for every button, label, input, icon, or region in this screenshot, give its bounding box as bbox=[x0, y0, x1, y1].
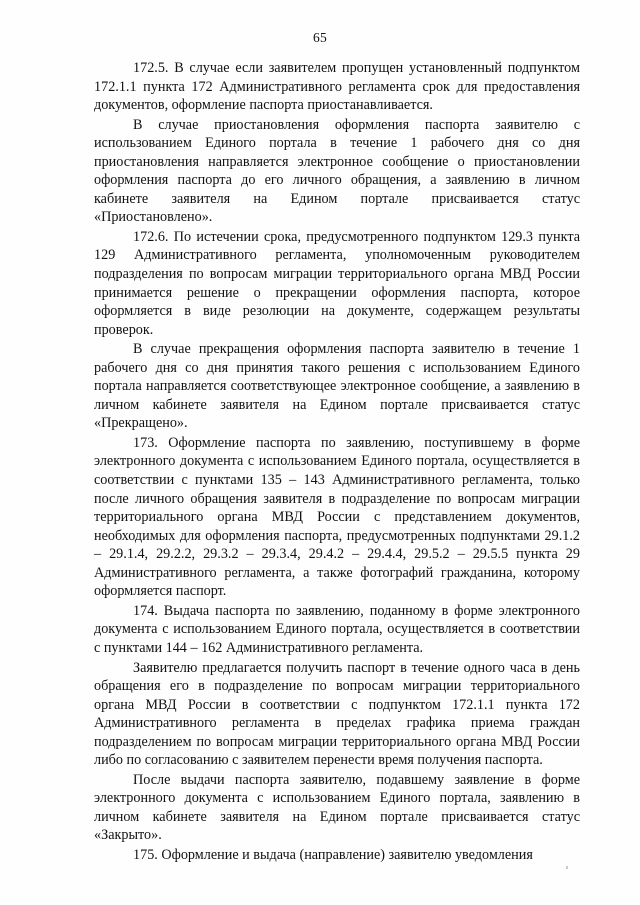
paragraph-termination-notice: В случае прекращения оформления паспорта заявителю в течение 1 рабочего дня со дня принятия такого решения с использованием Единого портала направляется соответствующее электронное сообщение, а заявлению в личном кабинете заявителя на Едином портале присваивается статус «Прекращено». bbox=[94, 341, 580, 432]
paragraph-suspension-notice: В случае приостановления оформления паспорта заявителю с использованием Единого портала в течение 1 рабочего дня со дня приостановления направляется электронное сообщение о приостановлении оформления паспорта до его личного обращения, а заявлению в личном кабинете заявителя на Едином портале присваивается статус «Приостановлено». bbox=[94, 116, 580, 226]
scan-speck bbox=[566, 866, 568, 869]
paragraph-174: 174. Выдача паспорта по заявлению, поданному в форме электронного документа с использованием Единого портала, осуществляется в соответствии с пунктами 144 – 162 Административного регламента. bbox=[94, 602, 580, 656]
paragraph-173: 173. Оформление паспорта по заявлению, поступившему в форме электронного документа с использованием Единого портала, осуществляется в соответствии с пунктами 135 – 143 Административного регламента, только после личного обращения заявителя в подразделение по вопросам миграции территориального органа МВД России с представлением документов, необходимых для оформления паспорта, предусмотренных подпунктами 29.1.2 – 29.1.4, 29.2.2, 29.3.2 – 29.3.4, 29.4.2 – 29.4.4, 29.5.2 – 29.5.5 пункта 29 Административного регламента, а также фотографий гражданина, которому оформляется паспорт. bbox=[94, 434, 580, 600]
page-number: 65 bbox=[313, 30, 327, 45]
paragraph-172-5: 172.5. В случае если заявителем пропущен установленный подпунктом 172.1.1 пункта 172 Административного регламента срок для предоставления документов, оформление паспорта приостанавливается. bbox=[94, 60, 580, 114]
paragraph-issue-timing: Заявителю предлагается получить паспорт в течение одного часа в день обращения его в подразделение по вопросам миграции территориального органа МВД России в соответствии с подпунктом 172.1.1 пункта 172 Административного регламента в пределах графика приема граждан подразделением по вопросам миграции территориального органа МВД России либо по согласованию с заявителем перенести время получения паспорта. bbox=[94, 659, 580, 769]
paragraph-closed-status: После выдачи паспорта заявителю, подавшему заявление в форме электронного документа с использованием Единого портала, заявлению в личном кабинете заявителя на Едином портале присваивается статус «Закрыто». bbox=[94, 771, 580, 844]
paragraph-175: 175. Оформление и выдача (направление) заявителю уведомления bbox=[133, 846, 533, 863]
document-body bbox=[94, 59, 580, 865]
paragraph-172-6: 172.6. По истечении срока, предусмотренного подпунктом 129.3 пункта 129 Административного регламента, уполномоченным руководителем подразделения по вопросам миграции территориального органа МВД России принимается решение о прекращении оформления паспорта, которое оформляется в виде резолюции на документе, содержащем результаты проверок. bbox=[94, 228, 580, 338]
